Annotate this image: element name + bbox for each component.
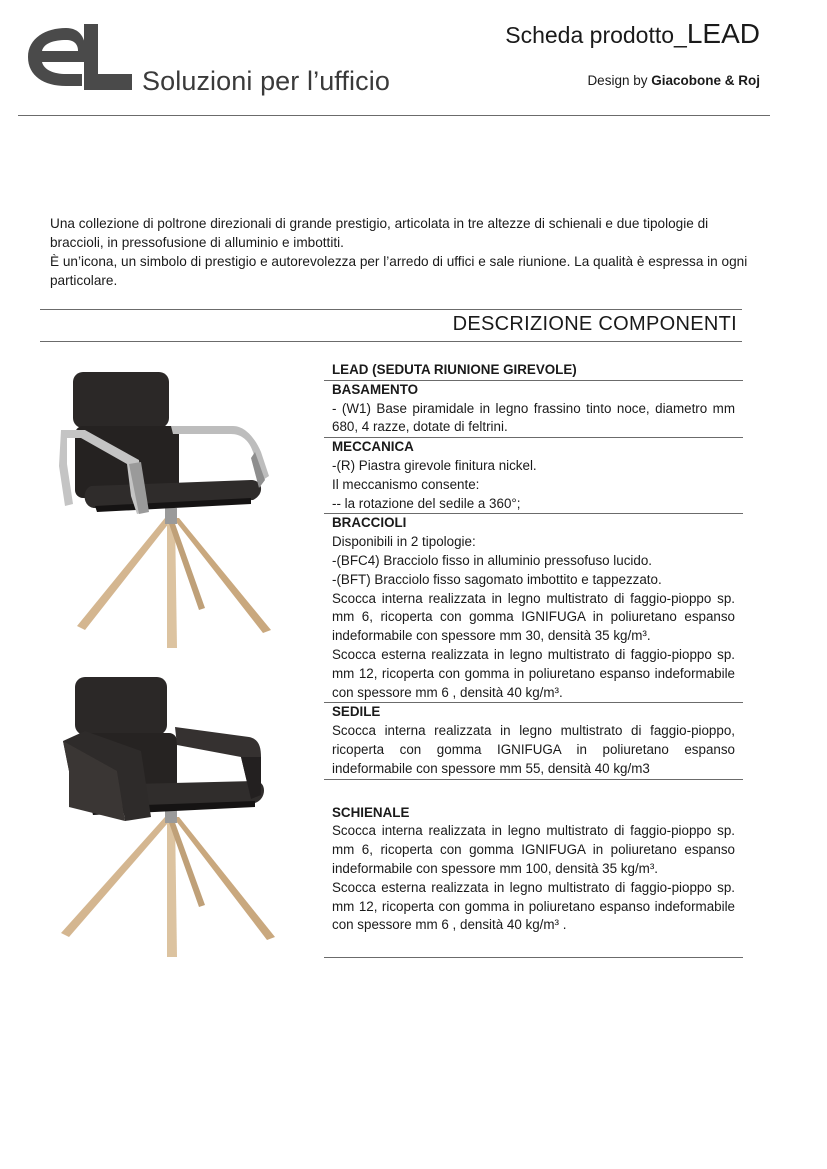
spec-line: Scocca esterna realizzata in legno multistrato di faggio-pioppo sp. mm 12, ricoperta con gomma in poliuretano espanso indeformabile con spessore mm 6 , densità 40 kg/m³ . — [332, 879, 735, 933]
spec-line: - (W1) Base piramidale in legno frassino tinto noce, diametro mm 680, 4 razze, dotate di feltrini. — [332, 400, 735, 435]
section-rule-top — [40, 309, 742, 310]
chair-image-upholstered-arms — [55, 675, 285, 960]
spec-heading-meccanica: MECCANICA — [332, 439, 414, 455]
spec-line: -(BFT) Bracciolo fisso sagomato imbottito e tappezzato. — [332, 571, 662, 587]
spec-heading-sedile: SEDILE — [332, 704, 381, 720]
spec-heading-schienale: SCHIENALE — [332, 804, 410, 820]
title-prefix: Scheda prodotto_ — [505, 22, 687, 48]
spec-table — [324, 361, 743, 958]
spec-divider — [324, 957, 743, 958]
spec-line: -- la rotazione del sedile a 360°; — [332, 495, 521, 511]
spec-product-heading: LEAD (SEDUTA RIUNIONE GIREVOLE) — [332, 362, 577, 377]
spec-section-meccanica — [324, 438, 743, 513]
product-name: LEAD — [686, 18, 760, 49]
intro-text — [50, 214, 750, 290]
spec-heading-braccioli: BRACCIOLI — [332, 515, 407, 531]
intro-paragraph: Una collezione di poltrone direzionali di grande prestigio, articolata in tre altezze di schienali e due tipologie di braccioli, in pressofusione di alluminio e imbottiti. — [50, 216, 709, 250]
company-logo — [22, 20, 134, 94]
spec-section-basamento — [324, 381, 743, 437]
designer-credit — [587, 73, 760, 88]
spec-line: Scocca interna realizzata in legno multistrato di faggio-pioppo sp. mm 6, ricoperta con gomma IGNIFUGA in poliuretano espanso indeformabile con spessore mm 100, densità 35 kg/m³. — [332, 823, 735, 876]
document-title — [505, 18, 760, 50]
spec-line: -(R) Piastra girevole finitura nickel. — [332, 457, 537, 473]
spec-section-schienale — [324, 780, 743, 936]
spec-line: Scocca interna realizzata in legno multistrato di faggio-pioppo, ricoperta con gomma IGNIFUGA in poliuretano espanso indeformabile con spessore mm 55, densità 40 kg/m3 — [332, 723, 735, 776]
spec-heading-basamento: BASAMENTO — [332, 381, 419, 397]
designer-name: Giacobone & Roj — [651, 73, 760, 88]
section-title: DESCRIZIONE COMPONENTI — [452, 313, 737, 335]
chair-image-aluminium-arms — [55, 368, 285, 653]
spec-line: -(BFC4) Bracciolo fisso in alluminio pressofuso lucido. — [332, 552, 653, 568]
section-rule-bottom — [40, 341, 742, 342]
intro-paragraph: È un’icona, un simbolo di prestigio e autorevolezza per l’arredo di uffici e sale riunione. La qualità è espressa in ogni particolare. — [50, 254, 748, 288]
spec-line: Disponibili in 2 tipologie: — [332, 534, 476, 550]
header-divider — [18, 115, 770, 116]
spec-section-braccioli — [324, 514, 743, 702]
spec-line: Il meccanismo consente: — [332, 476, 480, 492]
company-tagline: Soluzioni per l’ufficio — [142, 66, 390, 96]
spec-line: Scocca esterna realizzata in legno multistrato di faggio-pioppo sp. mm 12, ricoperta con gomma in poliuretano espanso indeformabile con spessore mm 6 , densità 40 kg/m³. — [332, 646, 735, 700]
spec-line: Scocca interna realizzata in legno multistrato di faggio-pioppo sp. mm 6, ricoperta con gomma IGNIFUGA in poliuretano espanso indeformabile con spessore mm 30, densità 35 kg/m³. — [332, 590, 735, 644]
spec-section-sedile — [324, 703, 743, 778]
designer-prefix: Design by — [587, 73, 652, 88]
